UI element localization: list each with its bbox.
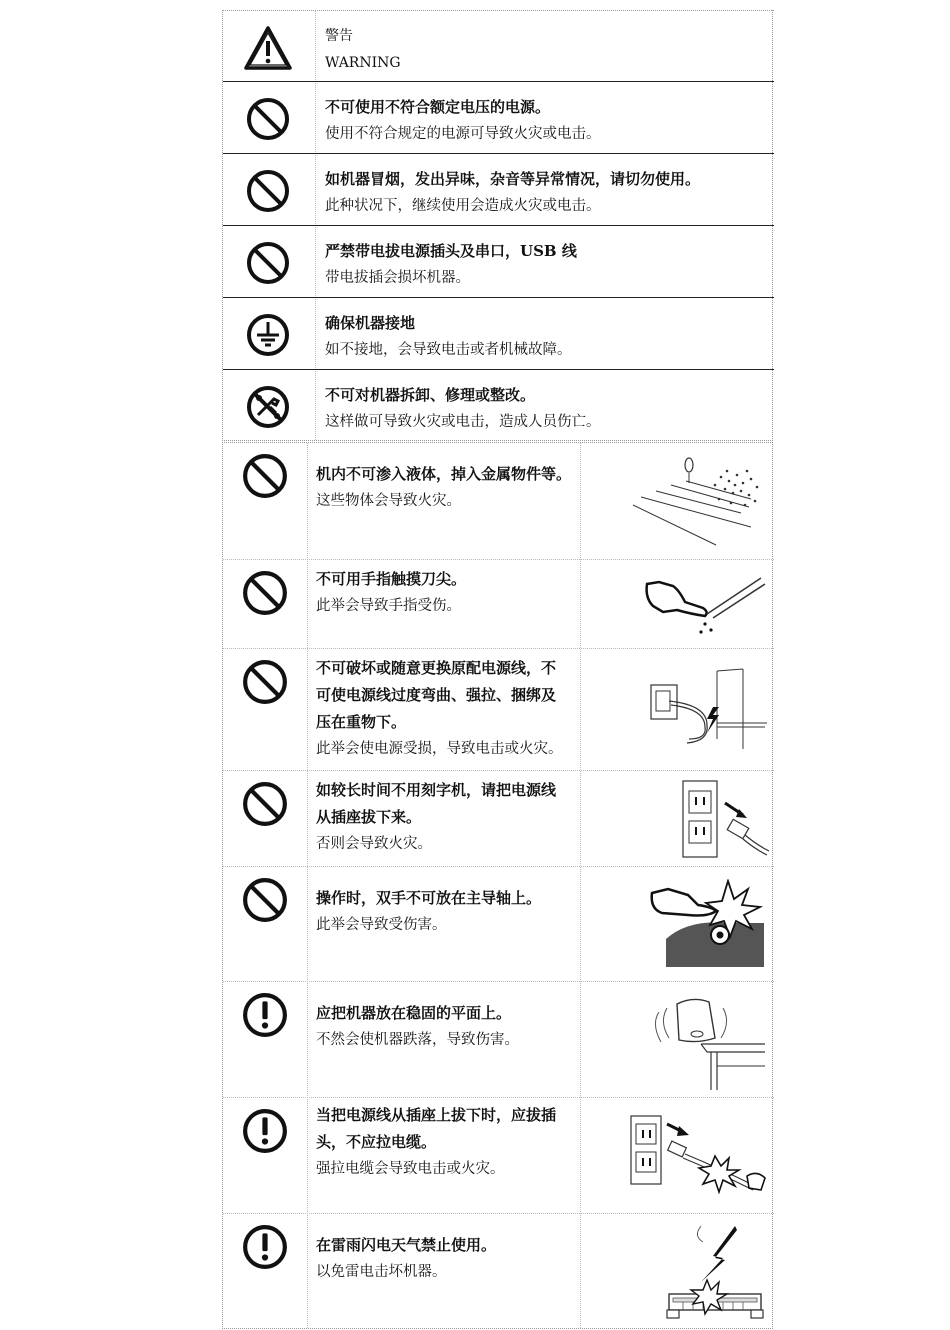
warning-title-line: 不可用手指触摸刀尖。 [316, 570, 467, 588]
warning-desc: 带电拔插会损坏机器。 [325, 270, 470, 286]
power-cord-illustration [647, 665, 767, 749]
warning-title-line: 不可破坏或随意更换原配电源线，不 [316, 659, 557, 677]
warning-row [223, 225, 774, 297]
warning-table-bottom [222, 442, 773, 1329]
unplug-illustration [681, 779, 771, 861]
no-disassembly-icon [246, 385, 290, 429]
warning-row [223, 81, 774, 153]
warning-row [223, 981, 774, 1097]
prohibition-icon [246, 169, 290, 213]
prohibition-icon [246, 97, 290, 141]
warning-title-line: 当把电源线从插座上拔下时，应拔插 [316, 1106, 557, 1124]
warning-title: 确保机器接地 [325, 314, 416, 332]
lightning-illustration [663, 1220, 767, 1328]
warning-row [223, 559, 774, 648]
warning-desc: 强拉电缆会导致电击或火灾。 [316, 1161, 505, 1177]
warning-title: 如机器冒烟，发出异味，杂音等异常情况，请切勿使用。 [325, 170, 701, 188]
warning-desc: 此种状况下，继续使用会造成火灾或电击。 [325, 198, 601, 214]
warning-desc: 使用不符合规定的电源可导致火灾或电击。 [325, 126, 601, 142]
warning-desc: 否则会导致火灾。 [316, 836, 432, 852]
pull-plug-illustration [629, 1112, 769, 1204]
warning-row [223, 1097, 774, 1213]
warning-title-line: 操作时，双手不可放在主导轴上。 [316, 889, 542, 907]
prohibition-icon [242, 570, 288, 616]
warning-desc: 此举会使电源受损，导致电击或火灾。 [316, 741, 563, 757]
ground-icon [246, 313, 290, 357]
prohibition-icon [242, 877, 288, 923]
warning-title-line: 应把机器放在稳固的平面上。 [316, 1004, 512, 1022]
warning-row [223, 297, 774, 369]
prohibition-icon [242, 659, 288, 705]
warning-title-line: 从插座拔下来。 [316, 808, 422, 826]
prohibition-icon [242, 453, 288, 499]
liquid-metal-illustration [631, 457, 766, 547]
warning-title: 严禁带电拔电源插头及串口，USB 线 [325, 242, 577, 260]
mandatory-icon [242, 1224, 288, 1270]
warning-row [223, 153, 774, 225]
warning-title: 不可对机器拆卸、修理或整改。 [325, 386, 536, 404]
prohibition-icon [242, 781, 288, 827]
warning-row [223, 443, 774, 559]
warning-title-line: 压在重物下。 [316, 713, 407, 731]
hand-roller-illustration [648, 879, 768, 971]
warning-row [223, 1213, 774, 1329]
warning-title-line: 可使电源线过度弯曲、强拉、捆绑及 [316, 686, 557, 704]
finger-blade-illustration [643, 574, 768, 636]
warning-title: 不可使用不符合额定电压的电源。 [325, 98, 551, 116]
mandatory-icon [242, 1108, 288, 1154]
stable-surface-illustration [637, 994, 767, 1090]
prohibition-icon [246, 241, 290, 285]
warning-desc: 以免雷电击坏机器。 [316, 1264, 447, 1280]
warning-title-line: 如较长时间不用刻字机，请把电源线 [316, 781, 557, 799]
warning-header-row [223, 10, 774, 81]
warning-row [223, 770, 774, 866]
warning-title-line: 在雷雨闪电天气禁止使用。 [316, 1236, 497, 1254]
warning-desc: 如不接地，会导致电击或者机械故障。 [325, 342, 572, 358]
header-title-en: WARNING [325, 55, 401, 71]
warning-desc: 不然会使机器跌落，导致伤害。 [316, 1032, 519, 1048]
warning-row [223, 648, 774, 770]
warning-row [223, 866, 774, 981]
warning-desc: 这些物体会导致火灾。 [316, 493, 461, 509]
warning-row [223, 369, 774, 441]
warning-desc: 这样做可导致火灾或电击，造成人员伤亡。 [325, 414, 601, 430]
warning-desc: 此举会导致受伤害。 [316, 917, 447, 933]
header-title-cn: 警告 [325, 28, 353, 44]
warning-title-line: 头，不应拉电缆。 [316, 1133, 437, 1151]
warning-table-top [222, 10, 773, 441]
mandatory-icon [242, 992, 288, 1038]
warning-title-line: 机内不可渗入液体，掉入金属物件等。 [316, 465, 572, 483]
warning-desc: 此举会导致手指受伤。 [316, 598, 461, 614]
warning-triangle-icon [243, 25, 293, 71]
